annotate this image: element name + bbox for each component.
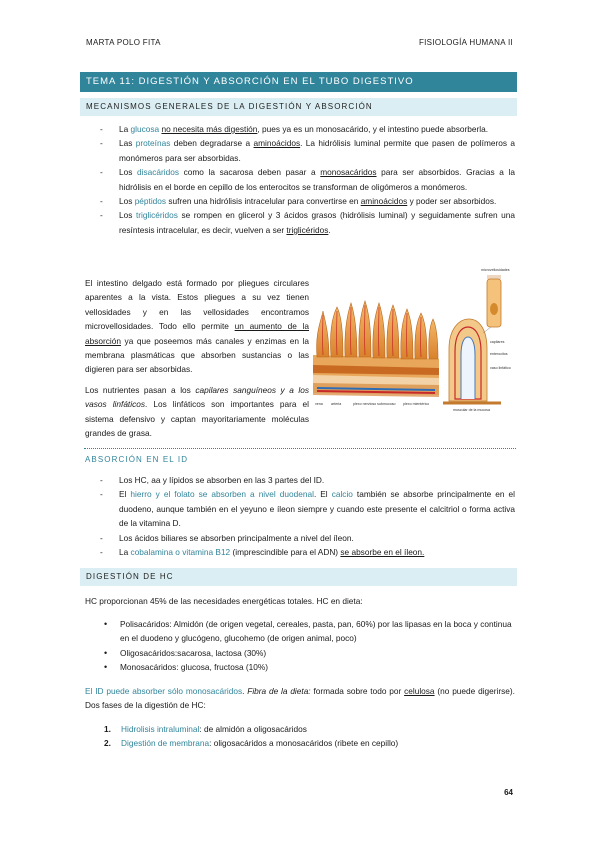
list-item-glucosa: - La glucosa no necesita más digestión, pues ya es un monosacárido, y el intestino puede absorberla. — [100, 122, 515, 136]
emphasis-text: aminoácidos — [253, 138, 301, 149]
section-divider — [84, 448, 516, 449]
list-item-bile-acids: - Los ácidos biliares se absorben principalmente a nivel del íleon. — [100, 531, 515, 545]
term-proteinas: proteínas — [135, 138, 171, 149]
intestine-wall-illustration — [311, 263, 517, 416]
absorption-list — [100, 473, 515, 559]
hc-intro: HC proporcionan 45% de las necesidades energéticas totales. HC en dieta: — [85, 596, 363, 606]
emphasis-text: aminoácidos — [360, 196, 408, 207]
list-item-b12: - La cobalamina o vitamina B12 (imprescindible para el ADN) se absorbe en el íleon. — [100, 545, 515, 559]
italic-text: Fibra de la dieta: — [247, 686, 311, 696]
phase-name: Digestión de membrana — [121, 738, 210, 749]
list-item: • Polisacáridos: Almidón (de origen vegetal, cereales, pasta, pan, 60%) por las lipasas en la boca y continua en el duodeno y glucógeno, glucohemo (de origen animal, poco) — [104, 617, 516, 646]
highlight-text: El ID puede absorber sólo monosacáridos — [85, 686, 243, 696]
list-item-iron-calcium: - El hierro y el folato se absorben a nivel duodenal. El calcio también se absorbe principalmente en el duodeno, aunque también en el yeyuno e íleon siempre y cuando este presente el calcitriol o forma activa de la vitamina D. — [100, 487, 515, 530]
highlight-text: calcio — [331, 489, 353, 500]
label-capilares: capilares — [490, 340, 505, 344]
section-title-absorption: ABSORCIÓN EN EL ID — [85, 455, 189, 464]
emphasis-text: no necesita más digestión — [161, 124, 258, 134]
term-disacaridos: disacáridos — [137, 167, 179, 178]
list-item-trigliceridos: - Los triglicéridos se rompen en glicerol y 3 ácidos grasos (hidrólisis luminal) y seguidamente sufren una resíntesis intracelular, es decir, vuelven a ser triglicéridos. — [100, 208, 515, 237]
list-item-macronutrients: - Los HC, aa y lípidos se absorben en las 3 partes del ID. — [100, 473, 515, 487]
list-item-disacaridos: - Los disacáridos como la sacarosa deben pasar a monosacáridos para ser absorbidos. Gracias a la hidrólisis en el borde en cepillo de los enterocitos se transforman de oligómeros a monómeros. — [100, 165, 515, 194]
list-item: • Monosacáridos: glucosa, fructosa (10%) — [104, 660, 516, 674]
label-arteria: arteria — [331, 402, 342, 406]
list-item-phase: 2. Digestión de membrana: oligosacáridos a monosacáridos (ribete en cepillo) — [104, 738, 399, 749]
section-title-mechanisms: MECANISMOS GENERALES DE LA DIGESTIÓN Y ABSORCIÓN — [80, 98, 517, 116]
header-author: MARTA POLO FITA — [86, 38, 161, 47]
header-subject: FISIOLOGÍA HUMANA II — [418, 38, 513, 47]
intro-paragraph-nutrients: Los nutrientes pasan a los capilares sanguíneos y a los vasos linfáticos. Los linfáticos son importantes para el sistema defensivo y captan mayoritariamente moléculas grandes de grasa. — [85, 385, 309, 439]
hc-diet-list — [104, 617, 516, 675]
label-vena: vena — [315, 402, 323, 406]
term-peptidos: péptidos — [134, 196, 167, 207]
list-item-peptidos: - Los péptidos sufren una hidrólisis intracelular para convertirse en aminoácidos y poder ser absorbidos. — [100, 194, 515, 208]
term-glucosa: glucosa — [130, 124, 160, 134]
hc-absorption-note: El ID puede absorber sólo monosacáridos. Fibra de la dieta: formada sobre todo por celulosa (no puede digerirse). Dos fases de la digestión de HC: — [85, 686, 515, 711]
label-enterocitos: enterocitos — [490, 352, 508, 356]
mechanisms-list — [100, 122, 515, 237]
list-item-phase: 1. Hidrolisis intraluminal: de almidón a oligosacáridos — [104, 724, 307, 734]
list-item: • Oligosacáridos:sacarosa, lactosa (30%) — [104, 646, 516, 660]
phase-name: Hidrolisis intraluminal — [121, 724, 200, 734]
highlight-text: hierro y el folato se absorben a nivel duodenal — [130, 489, 314, 500]
intro-paragraph-folds: El intestino delgado está formado por pliegues circulares aparentes a la vista. Estos pliegues a su vez tienen vellosidades y en las vellosidades encontramos microvellosidades. Todo ello permite un aumento de la absorción ya que poseemos más canales y enzimas en la membrana plasmáticas que absorben sustancias o las digieren para ser absorbidas. — [85, 278, 310, 375]
label-plexo-mienterico: plexo mientérico — [403, 402, 430, 406]
highlight-text: cobalamina o vitamina B12 — [130, 547, 231, 558]
emphasis-text: triglicéridos — [286, 224, 329, 235]
list-item-proteinas: - Las proteínas deben degradarse a aminoácidos. La hidrólisis luminal permite que pasen de polímeros a monómeros para ser absorbidas. — [100, 136, 515, 165]
topic-title: TEMA 11: DIGESTIÓN Y ABSORCIÓN EN EL TUBO DIGESTIVO — [80, 72, 517, 92]
page-number: 64 — [504, 788, 513, 797]
emphasis-text: un aumento de la absorción — [85, 321, 310, 346]
italic-text: capilares sanguíneos y a los vasos linfáticos — [85, 385, 309, 410]
label-muscular-mucosa: muscular de la mucosa — [453, 408, 490, 412]
label-microvellosidades: microvellosidades — [481, 268, 510, 272]
emphasis-text: celulosa — [404, 686, 435, 696]
section-title-hc: DIGESTIÓN DE HC — [80, 568, 517, 586]
emphasis-text: monosacáridos — [320, 167, 377, 178]
hc-phases-list — [104, 722, 516, 751]
term-trigliceridos: triglicéridos — [135, 210, 178, 221]
emphasis-text: se absorbe en el íleon. — [340, 547, 425, 558]
label-plexo-nervioso: plexo nervioso submucoso — [353, 402, 396, 406]
label-vaso-linfatico: vaso linfático — [490, 366, 511, 370]
